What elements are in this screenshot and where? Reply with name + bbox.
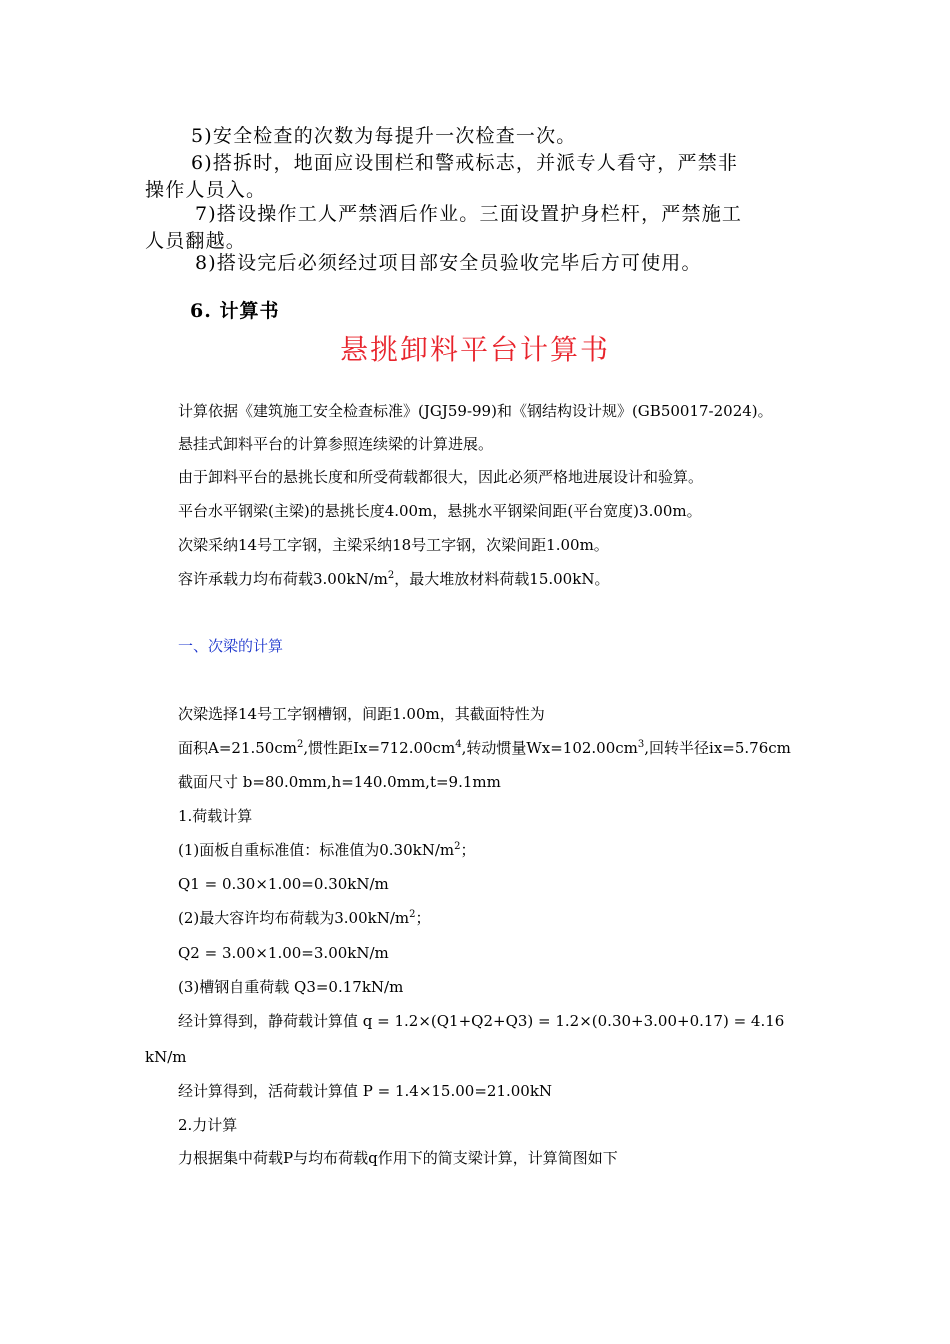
beam-inertia-superscript: 4 <box>455 739 462 750</box>
load-item-1 <box>178 840 476 860</box>
intro-beams: 次梁采纳14号工字钢，主梁采纳18号工字钢，次梁间距1.00m。 <box>178 536 609 554</box>
load-item-3: (3)槽钢自重荷载 Q3=0.17kN/m <box>178 978 404 996</box>
beam-area-superscript: 2 <box>296 739 304 750</box>
load-item-2 <box>178 908 431 928</box>
force-calc-title: 2.力计算 <box>178 1116 238 1134</box>
beam-properties <box>178 738 791 758</box>
document-title: 悬挑卸料平台计算书 <box>339 333 610 366</box>
secondary-beam-heading: 一、次梁的计算 <box>178 637 284 655</box>
load-item-2-superscript: 2 <box>409 909 416 920</box>
static-load-line1: 经计算得到，静荷载计算值 q = 1.2×(Q1+Q2+Q3) = 1.2×(0.30+3.00+0.17) = 4.16 <box>178 1012 785 1030</box>
safety-item-7 <box>145 201 807 255</box>
beam-modulus-superscript: 3 <box>637 739 645 750</box>
intro-load-tail: ，最大堆放材料荷载15.00kN。 <box>394 570 610 588</box>
load-item-1-text: (1)面板自重标准值：标准值为0.30kN/m <box>178 841 455 859</box>
section-heading: 6. 计算书 <box>190 300 280 322</box>
intro-dimensions: 平台水平钢梁(主梁)的悬挑长度4.00m，悬挑水平钢梁间距(平台宽度)3.00m。 <box>178 502 702 520</box>
intro-basis: 计算依据《建筑施工安全检查标准》(JGJ59-99)和《钢结构设计规》(GB50017-2024)。 <box>178 402 773 420</box>
load-calc-title: 1.荷载计算 <box>178 807 253 825</box>
intro-method: 悬挂式卸料平台的计算参照连续梁的计算进展。 <box>178 435 494 453</box>
intro-load-text: 容许承载力均布荷载3.00kN/m <box>178 570 388 588</box>
safety-item-6 <box>145 150 807 204</box>
safety-item-8-text: 8)搭设完后必须经过项目部安全员验收完毕后方可使用。 <box>195 252 702 274</box>
intro-reason: 由于卸料平台的悬挑长度和所受荷载都很大，因此必须严格地进展设计和验算。 <box>178 468 704 486</box>
intro-load-superscript: 2 <box>387 570 395 581</box>
safety-item-7-line2: 人员翻越。 <box>145 230 247 252</box>
force-calc-text: 力根据集中荷载P与均布荷载q作用下的简支梁计算，计算简图如下 <box>178 1149 618 1167</box>
beam-radius: ,回转半径ix=5.76cm <box>644 739 791 757</box>
safety-item-5 <box>145 123 807 150</box>
beam-area: 面积A=21.50cm <box>178 739 297 757</box>
load-item-1-tail: ； <box>460 841 476 859</box>
intro-load <box>178 569 609 589</box>
beam-selection: 次梁选择14号工字钢槽钢，间距1.00m，其截面特性为 <box>178 705 545 723</box>
load-item-2-text: (2)最大容许均布荷载为3.00kN/m <box>178 909 410 927</box>
live-load: 经计算得到，活荷载计算值 P = 1.4×15.00=21.00kN <box>178 1082 553 1100</box>
load-q2: Q2 = 3.00×1.00=3.00kN/m <box>178 944 389 962</box>
load-item-2-tail: ； <box>415 909 431 927</box>
safety-item-8 <box>145 250 807 277</box>
beam-modulus: ,转动惯量Wx=102.00cm <box>461 739 638 757</box>
beam-inertia: ,惯性距Ix=712.00cm <box>303 739 456 757</box>
static-load-line2: kN/m <box>145 1048 187 1066</box>
safety-item-7-line1: 7)搭设操作工人严禁酒后作业。三面设置护身栏杆，严禁施工 <box>195 203 743 225</box>
load-item-1-superscript: 2 <box>454 841 461 852</box>
safety-item-5-text: 5)安全检查的次数为每提升一次检查一次。 <box>191 125 577 147</box>
safety-item-6-line2: 操作人员入。 <box>145 179 267 201</box>
load-q1: Q1 = 0.30×1.00=0.30kN/m <box>178 875 389 893</box>
safety-item-6-line1: 6)搭拆时，地面应设围栏和警戒标志，并派专人看守，严禁非 <box>191 152 739 174</box>
beam-section-size: 截面尺寸 b=80.0mm,h=140.0mm,t=9.1mm <box>178 773 501 791</box>
